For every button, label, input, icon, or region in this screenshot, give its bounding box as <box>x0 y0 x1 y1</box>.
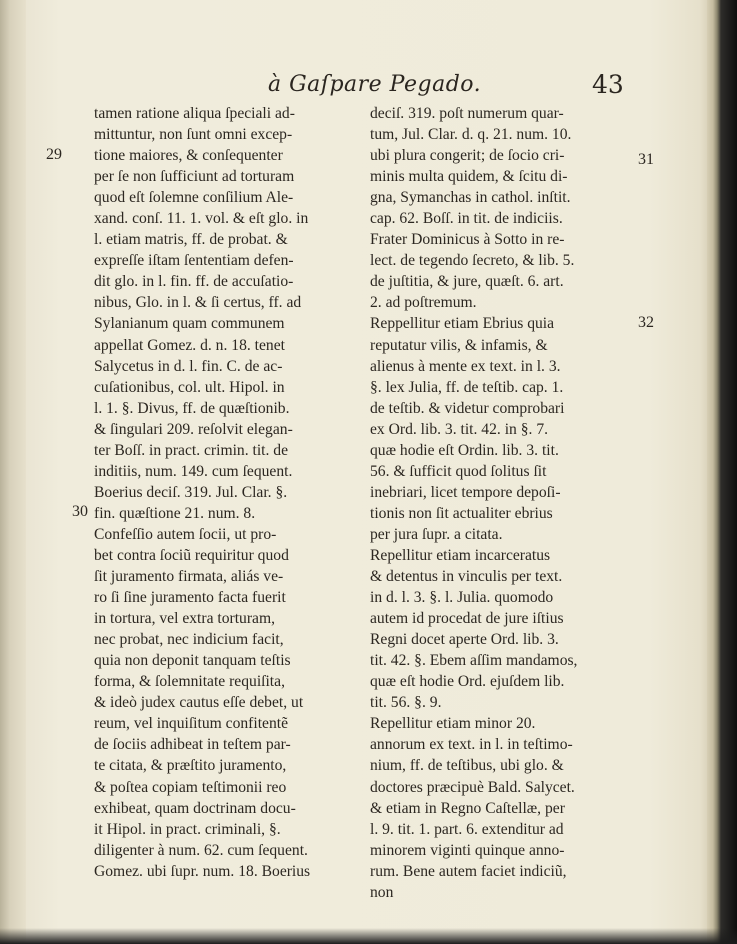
text-line: fin. quæſtione 21. num. 8. <box>94 504 256 522</box>
text-line: rum. Bene autem faciet indiciũ, <box>370 862 567 880</box>
text-line: exhibeat, quam doctrinam docu- <box>94 799 296 817</box>
text-line: ex Ord. lib. 3. tit. 42. in §. 7. <box>370 420 549 438</box>
text-line: quod eſt ſolemne conſilium Ale- <box>94 189 294 207</box>
text-line: per ſe non ſufficiunt ad torturam <box>94 168 295 186</box>
text-line: tamen ratione aliqua ſpeciali ad- <box>94 105 295 122</box>
left-text-column <box>94 103 358 882</box>
text-line: Salycetus in d. l. fin. C. de ac- <box>94 357 283 375</box>
text-line: tit. 56. §. 9. <box>370 694 442 712</box>
text-line: xand. conſ. 11. 1. vol. & eſt glo. in <box>94 210 309 228</box>
text-line: Gomez. ubi ſupr. num. 18. Boerius <box>94 862 311 880</box>
text-line: appellat Gomez. d. n. 18. tenet <box>94 336 285 354</box>
text-line: nibus, Glo. in l. & ſi certus, ff. ad <box>94 294 302 312</box>
text-line: Repellitur etiam minor 20. <box>370 715 536 733</box>
text-line: l. 9. tit. 1. part. 6. extenditur ad <box>370 820 564 838</box>
text-line: non <box>370 883 394 901</box>
text-line: autem id procedat de jure iſtius <box>370 610 564 628</box>
text-line: Confeſſio autem ſocii, ut pro- <box>94 525 277 543</box>
text-line: quæ hodie eſt Ordin. lib. 3. tit. <box>370 441 559 459</box>
text-line: doctores præcipuè Bald. Salycet. <box>370 778 575 796</box>
margin-number-30: 30 <box>72 503 88 520</box>
text-line: minis multa quidem, & ſcitu di- <box>370 168 568 186</box>
text-line: l. etiam matris, ff. de probat. & <box>94 231 288 249</box>
margin-number-31: 31 <box>638 151 654 168</box>
text-line: Regni docet aperte Ord. lib. 3. <box>370 631 559 649</box>
text-line: nec probat, nec indicium facit, <box>94 631 284 649</box>
text-line: 2. ad poſtremum. <box>370 294 477 312</box>
text-line: in tortura, vel extra torturam, <box>94 610 275 628</box>
text-line: Frater Dominicus à Sotto in re- <box>370 231 565 249</box>
text-line: gna, Symanchas in cathol. inſtit. <box>370 189 571 207</box>
text-line: cuſationibus, col. ult. Hipol. in <box>94 378 285 396</box>
text-line: tione maiores, & conſequenter <box>94 147 283 165</box>
text-line: lect. de tegendo ſecreto, & lib. 5. <box>370 252 575 270</box>
text-line: de juſtitia, & jure, quæſt. 6. art. <box>370 273 564 291</box>
text-line: quia non deponit tanquam teſtis <box>94 652 291 670</box>
margin-number-29: 29 <box>46 146 62 163</box>
text-line: & detentus in vinculis per text. <box>370 568 563 586</box>
text-line: & poſtea copiam teſtimonii reo <box>94 778 287 796</box>
text-line: it Hipol. in pract. criminali, §. <box>94 820 281 838</box>
text-line: ubi plura congerit; de ſocio cri- <box>370 147 565 165</box>
text-line: in d. l. 3. §. l. Julia. quomodo <box>370 589 554 607</box>
text-line: per jura ſupr. a citata. <box>370 525 503 543</box>
text-line: Sylanianum quam communem <box>94 315 285 333</box>
text-line: de teſtib. & videtur comprobari <box>370 399 565 417</box>
text-line: inebriari, licet tempore depoſi- <box>370 483 561 501</box>
text-line: ſit juramento firmata, aliás ve- <box>94 568 284 586</box>
running-header: à Gaſpare Pegado. <box>268 72 482 97</box>
text-line: mittuntur, non ſunt omni excep- <box>94 126 293 144</box>
text-line: & etiam in Regno Caſtellæ, per <box>370 799 565 817</box>
text-line: tionis non ſit actualiter ebrius <box>370 504 553 522</box>
text-line: quæ eſt hodie Ord. ejuſdem lib. <box>370 673 565 691</box>
text-line: expreſſe iſtam ſententiam defen- <box>94 252 294 270</box>
page-number: 43 <box>592 70 624 99</box>
text-line: reputatur vilis, & infamis, & <box>370 336 548 354</box>
text-line: & ſingulari 209. reſolvit elegan- <box>94 420 293 438</box>
page-bottom-shadow <box>0 928 737 944</box>
text-line: dit glo. in l. fin. ff. de accuſatio- <box>94 273 294 291</box>
text-line: nium, ff. de teſtibus, ubi glo. & <box>370 757 564 775</box>
text-line: cap. 62. Boſſ. in tit. de indiciis. <box>370 210 563 228</box>
text-line: tum, Jul. Clar. d. q. 21. num. 10. <box>370 126 572 144</box>
text-line: de ſociis adhibeat in teſtem par- <box>94 736 291 754</box>
right-text-column <box>370 103 634 903</box>
text-line: & ideò judex cautus eſſe debet, ut <box>94 694 304 712</box>
text-line: annorum ex text. in l. in teſtimo- <box>370 736 573 754</box>
text-line: forma, & ſolemnitate requiſita, <box>94 673 285 691</box>
text-line: reum, vel inquiſitum confitentẽ <box>94 715 289 733</box>
text-line: ter Boſſ. in pract. crimin. tit. de <box>94 441 289 459</box>
text-line: te citata, & præſtito juramento, <box>94 757 287 775</box>
text-line: l. 1. §. Divus, ff. de quæſtionib. <box>94 399 290 417</box>
text-line: minorem viginti quinque anno- <box>370 841 565 859</box>
page-binding-shadow <box>0 0 26 944</box>
text-line: §. lex Julia, ff. de teſtib. cap. 1. <box>370 378 564 396</box>
margin-number-32: 32 <box>638 314 654 331</box>
text-line: bet contra ſociũ requiritur quod <box>94 546 289 564</box>
text-line: 56. & ſufficit quod ſolitus ſit <box>370 462 547 480</box>
text-line: Reppellitur etiam Ebrius quia <box>370 315 555 333</box>
page-edge-shadow <box>707 0 737 944</box>
text-line: inditiis, num. 149. cum ſequent. <box>94 462 293 480</box>
text-line: Boerius deciſ. 319. Jul. Clar. §. <box>94 483 288 501</box>
text-line: deciſ. 319. poſt numerum quar- <box>370 105 564 122</box>
text-line: diligenter à num. 62. cum ſequent. <box>94 841 308 859</box>
text-line: alienus à mente ex text. in l. 3. <box>370 357 561 375</box>
text-line: ro ſi ſine juramento facta fuerit <box>94 589 286 607</box>
text-line: Repellitur etiam incarceratus <box>370 546 551 564</box>
text-line: tit. 42. §. Ebem aſſim mandamos, <box>370 652 578 670</box>
